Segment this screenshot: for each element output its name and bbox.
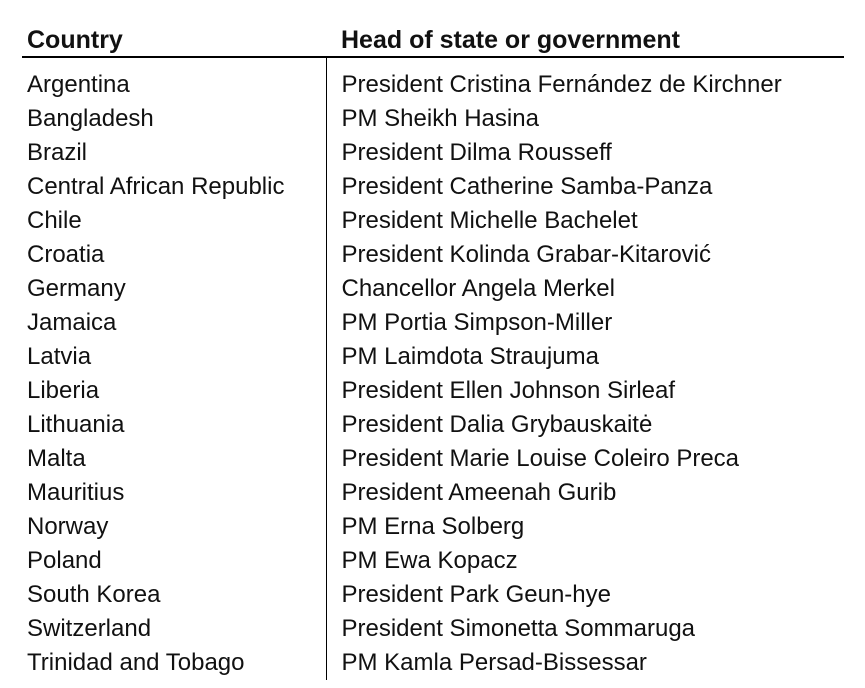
country-cell: Croatia (22, 238, 326, 272)
table-body (22, 57, 844, 680)
leaders-table-container (22, 24, 844, 680)
head-cell: President Park Geun-hye (341, 581, 611, 608)
table-row (22, 510, 844, 544)
head-cell: President Dilma Rousseff (341, 139, 612, 166)
head-cell: President Ellen Johnson Sirleaf (341, 377, 676, 404)
country-cell: Switzerland (22, 612, 326, 646)
country-cell: Lithuania (22, 408, 326, 442)
table-row (22, 170, 844, 204)
country-cell: Norway (22, 510, 326, 544)
country-cell: Latvia (22, 340, 326, 374)
head-cell: PM Portia Simpson-Miller (341, 309, 613, 336)
country-cell: Mauritius (22, 476, 326, 510)
table-row (22, 306, 844, 340)
country-cell: South Korea (22, 578, 326, 612)
table-row (22, 408, 844, 442)
head-cell: President Catherine Samba-Panza (341, 173, 713, 200)
country-cell: Germany (22, 272, 326, 306)
country-cell: Chile (22, 204, 326, 238)
head-cell: President Simonetta Sommaruga (341, 615, 696, 642)
head-cell: President Ameenah Gurib (341, 479, 617, 506)
table-row (22, 612, 844, 646)
country-cell: Brazil (22, 136, 326, 170)
head-cell: PM Laimdota Straujuma (341, 343, 599, 370)
table-row (22, 476, 844, 510)
table-row (22, 646, 844, 680)
header-row (22, 24, 844, 57)
country-cell: Malta (22, 442, 326, 476)
table-row (22, 442, 844, 476)
table-row (22, 544, 844, 578)
country-cell: Central African Republic (22, 170, 326, 204)
country-cell: Jamaica (22, 306, 326, 340)
head-cell: President Marie Louise Coleiro Preca (341, 445, 740, 472)
table-row (22, 204, 844, 238)
leaders-table (22, 24, 844, 680)
head-cell: PM Sheikh Hasina (341, 105, 539, 132)
table-row (22, 578, 844, 612)
table-row (22, 238, 844, 272)
country-cell: Trinidad and Tobago (22, 646, 326, 680)
country-cell: Bangladesh (22, 102, 326, 136)
head-cell: President Cristina Fernández de Kirchner (341, 71, 782, 98)
country-cell: Liberia (22, 374, 326, 408)
column-header-country: Country (22, 24, 326, 57)
head-cell: Chancellor Angela Merkel (341, 275, 615, 302)
head-cell: PM Erna Solberg (341, 513, 525, 540)
table-row (22, 340, 844, 374)
table-row (22, 272, 844, 306)
table-row (22, 136, 844, 170)
table-row (22, 57, 844, 102)
country-cell: Poland (22, 544, 326, 578)
column-header-head: Head of state or government (326, 24, 844, 57)
table-row (22, 374, 844, 408)
table-row (22, 102, 844, 136)
head-cell: President Dalia Grybauskaitė (341, 411, 653, 438)
head-cell: PM Kamla Persad-Bissessar (341, 649, 647, 676)
head-cell: President Kolinda Grabar-Kitarović (341, 241, 712, 268)
head-cell: PM Ewa Kopacz (341, 547, 518, 574)
head-cell: President Michelle Bachelet (341, 207, 638, 234)
country-cell: Argentina (22, 57, 326, 102)
table-header (22, 24, 844, 57)
